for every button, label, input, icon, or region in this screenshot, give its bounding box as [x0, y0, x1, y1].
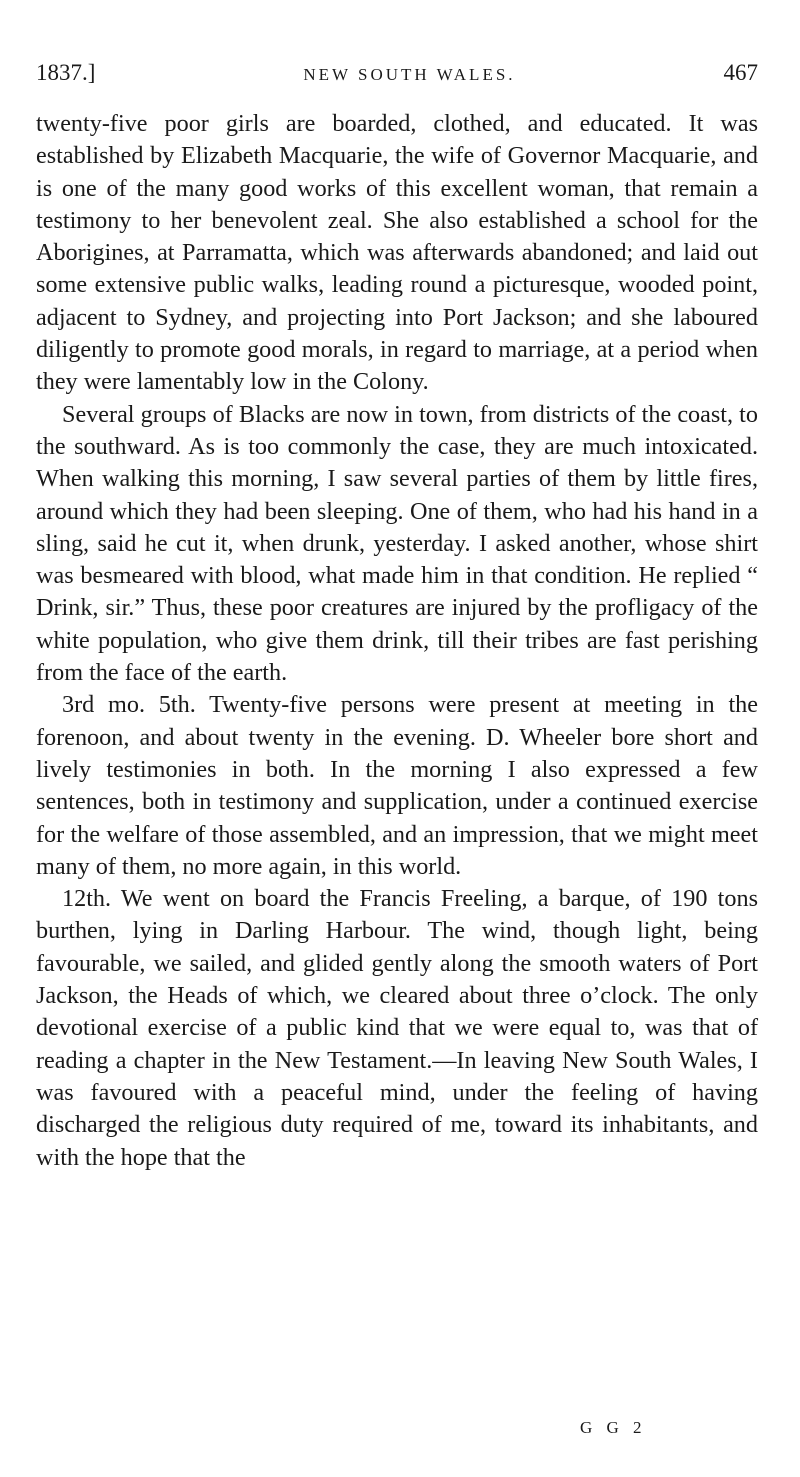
paragraph-departure: 12th. We went on board the Francis Freeling, a barque, of 190 tons burthen, lying in Darling Harbour. The wind, though light, being favourable, we sailed, and glided gently along the smooth waters of Port Jackson, the Heads of which, we cleared about three o’clock. The only devotional exercise of a public kind that we were equal to, was that of reading a chapter in the New Testament.—In leaving New South Wales, I was favoured with a peaceful mind, under the feeling of having discharged the religious duty required of me, toward its inhabitants, and with the hope that the — [36, 885, 758, 1171]
header-title: NEW SOUTH WALES. — [303, 65, 516, 84]
paragraph-meeting: 3rd mo. 5th. Twenty-five persons were present at meeting in the forenoon, and about twenty in the evening. D. Wheeler bore short and lively testimonies in both. In the morning I also expressed a few sentences, both in testimony and supplication, under a continued exercise for the welfare of those assembled, and an impression, that we might meet many of them, no more again, in this world. — [36, 691, 758, 880]
signature-mark: G G 2 — [580, 1418, 647, 1437]
header-year: 1837.] — [36, 60, 96, 85]
paragraph-continuation: twenty-five poor girls are boarded, clothed, and educated. It was established by Elizabeth Macquarie, the wife of Governor Macquarie, and is one of the many good works of this excellent woman, that remain a testimony to her benevolent zeal. She also established a school for the Aborigines, at Parramatta, which was afterwards abandoned; and laid out some extensive public walks, leading round a picturesque, wooded point, adjacent to Sydney, and projecting into Port Jackson; and she laboured diligently to promote good morals, in regard to marriage, at a period when they were lamentably low in the Colony. — [36, 110, 758, 396]
paragraph-blacks: Several groups of Blacks are now in town, from districts of the coast, to the southward. As is too commonly the case, they are much intoxicated. When walking this morning, I saw several parties of them by little fires, around which they had been sleeping. One of them, who had his hand in a sling, said he cut it, when drunk, yesterday. I asked another, whose shirt was besmeared with blood, what made him in that condition. He replied “ Drink, sir.” Thus, these poor creatures are injured by the profligacy of the white population, who give them drink, till their tribes are fast perishing from the face of the earth. — [36, 400, 758, 687]
page-number: 467 — [723, 60, 758, 85]
running-head — [36, 60, 758, 100]
page-body — [36, 108, 758, 1174]
